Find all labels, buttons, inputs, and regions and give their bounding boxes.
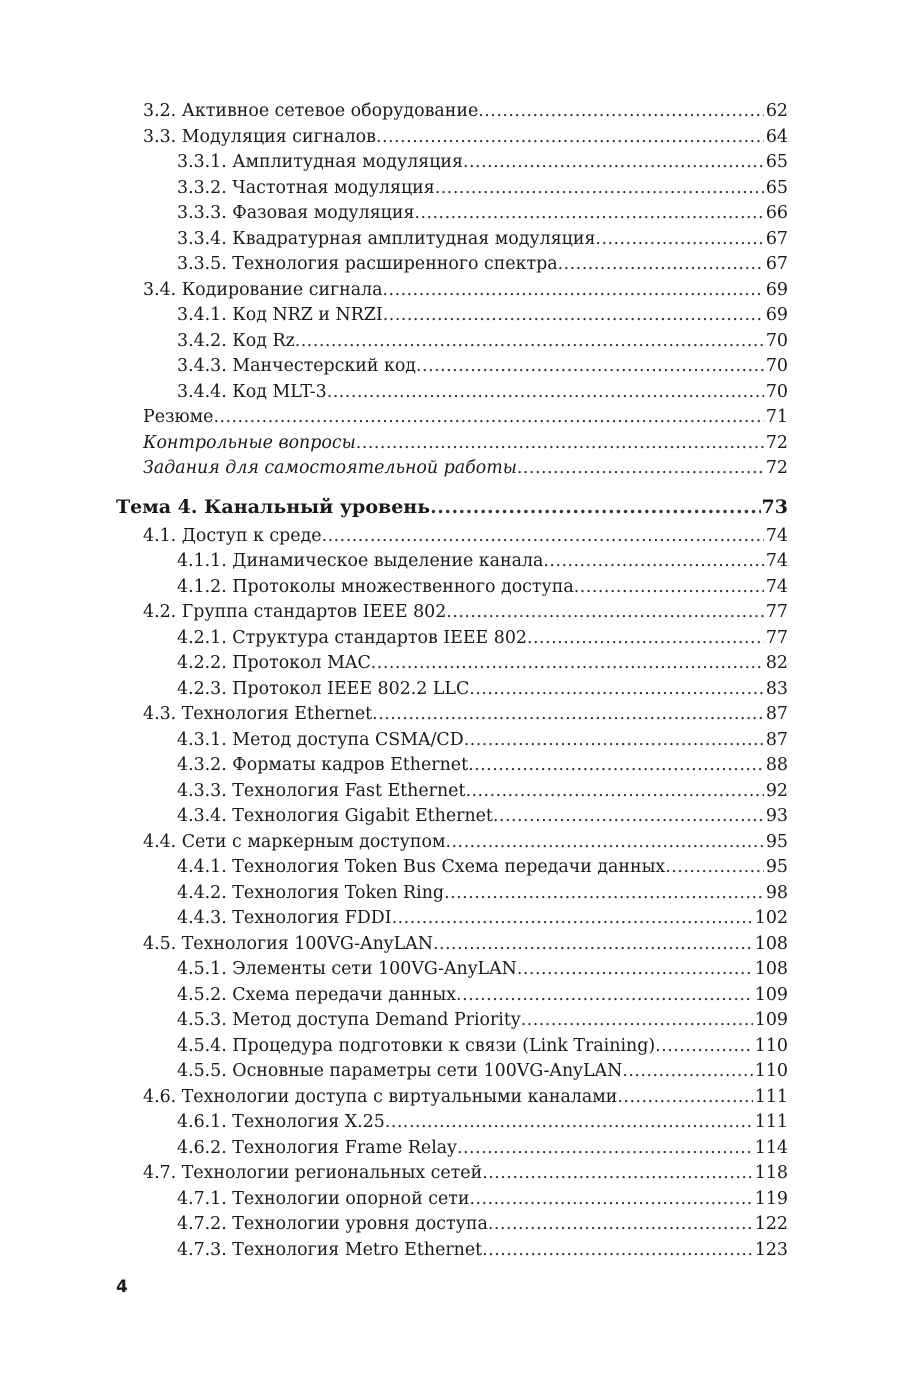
toc-entry[interactable]	[116, 405, 788, 431]
toc-entry[interactable]	[116, 1008, 788, 1034]
toc-entry-title: Задания для самостоятельной работы	[143, 458, 517, 478]
dot-leader	[470, 1187, 753, 1213]
dot-leader	[478, 99, 764, 125]
toc-entry-page: 108	[754, 959, 788, 979]
toc-entry-page: 66	[765, 203, 788, 223]
toc-entry-title: 4.7.3. Технология Metro Ethernet	[177, 1239, 483, 1260]
toc-entry-page: 82	[765, 653, 788, 673]
toc-entry[interactable]	[116, 600, 788, 626]
toc-entry-page: 109	[754, 1010, 788, 1030]
toc-entry-title: 4.5.2. Схема передачи данных	[177, 984, 457, 1005]
toc-entry-page: 74	[765, 551, 788, 571]
toc-entry-title: 4.6. Технологии доступа с виртуальными каналами	[143, 1086, 618, 1107]
toc-entry[interactable]	[116, 1161, 788, 1187]
toc-entry-page: 110	[754, 1061, 788, 1081]
toc-entry-title: 4.4. Сети с маркерным доступом	[143, 831, 446, 852]
toc-entry-title: 3.3.3. Фазовая модуляция	[177, 203, 415, 223]
toc-entry-page: 108	[754, 933, 788, 954]
toc-entry[interactable]	[116, 957, 788, 983]
toc-entry-page: 95	[765, 857, 788, 877]
dot-leader	[574, 575, 764, 601]
dot-leader	[622, 1059, 752, 1085]
toc-entry-page: 70	[765, 381, 788, 402]
toc-entry-page: 111	[754, 1112, 788, 1132]
toc-entry-title: 4.7.2. Технологии уровня доступа	[177, 1214, 488, 1234]
toc-entry-title: 3.3. Модуляция сигналов	[143, 126, 376, 147]
toc-entry-page: 69	[765, 305, 788, 325]
dot-leader	[463, 150, 764, 176]
toc-entry-page: 71	[765, 407, 788, 427]
toc-entry-title: 4.1.2. Протоколы множественного доступа	[177, 576, 574, 597]
dot-leader	[383, 278, 764, 304]
toc-entry[interactable]	[116, 278, 788, 304]
dot-leader	[517, 456, 764, 482]
toc-entry-page: 74	[765, 576, 788, 597]
toc-entry-title: 4.4.1. Технология Token Bus Схема передачи данных	[177, 857, 666, 877]
dot-leader	[465, 779, 763, 805]
toc-entry-title: 3.4.3. Манчестерский код	[177, 356, 417, 376]
toc-entry-title: 4.6.2. Технология Frame Relay	[177, 1137, 457, 1158]
toc-entry-page: 70	[765, 330, 788, 351]
toc-entry[interactable]	[116, 303, 788, 329]
toc-entry[interactable]	[116, 1110, 788, 1136]
toc-entry-title: 4.5.3. Метод доступа Demand Priority	[177, 1010, 521, 1030]
dot-leader	[655, 1034, 753, 1060]
toc-entry-page: 87	[765, 704, 788, 724]
dot-leader	[371, 651, 764, 677]
toc-entry[interactable]	[116, 830, 788, 856]
toc-entry-page: 95	[765, 831, 788, 852]
toc-entry-title: 4.3.1. Метод доступа CSMA/CD	[177, 729, 464, 750]
dot-leader	[488, 1212, 753, 1238]
toc-entry-page: 109	[754, 984, 788, 1005]
toc-entry-page: 72	[765, 432, 788, 453]
dot-leader	[482, 1161, 753, 1187]
toc-entry-title: 4.3. Технология Ethernet	[143, 704, 373, 724]
dot-leader	[416, 354, 764, 380]
toc-entry[interactable]	[116, 651, 788, 677]
toc-entry[interactable]	[116, 1212, 788, 1238]
toc-entry[interactable]	[116, 1238, 788, 1264]
toc-entry-page: 118	[754, 1163, 788, 1183]
toc-entry[interactable]	[116, 702, 788, 728]
toc-entry[interactable]	[116, 524, 788, 550]
toc-entry-page: 92	[765, 780, 788, 801]
toc-entry-page: 67	[765, 254, 788, 274]
dot-leader	[376, 125, 764, 151]
toc-entry-title: 4.4.3. Технология FDDI	[177, 908, 392, 928]
toc-entry-title: 3.2. Активное сетевое оборудование	[143, 101, 479, 121]
dot-leader	[543, 549, 763, 575]
toc-entry-page: 73	[761, 495, 788, 518]
toc-entry-page: 65	[765, 177, 788, 198]
toc-entry-page: 64	[765, 126, 788, 147]
toc-entry[interactable]	[116, 252, 788, 278]
toc-entry[interactable]	[116, 855, 788, 881]
toc-entry-title: 3.3.4. Квадратурная амплитудная модуляция	[177, 228, 596, 249]
dot-leader	[517, 957, 753, 983]
toc-entry[interactable]	[116, 1059, 788, 1085]
toc-entry-title: 4.2.3. Протокол IEEE 802.2 LLC	[177, 678, 470, 699]
toc-entry-title: Тема 4. Канальный уровень	[116, 495, 431, 518]
dot-leader	[435, 176, 764, 202]
page-number: 4	[116, 1277, 128, 1297]
dot-leader	[521, 1008, 753, 1034]
toc-entry-page: 87	[765, 729, 788, 750]
toc-entry-page: 65	[765, 152, 788, 172]
toc-entry-title: Резюме	[143, 407, 214, 427]
toc-entry-page: 119	[754, 1188, 788, 1209]
toc-entry-title: 4.5.4. Процедура подготовки к связи (Link Training)	[177, 1035, 656, 1056]
toc-entry-title: 4.2.2. Протокол MAC	[177, 653, 371, 673]
toc-entry-title: 4.2.1. Структура стандартов IEEE 802	[177, 627, 527, 648]
dot-leader	[469, 677, 764, 703]
toc-entry-title: 4.1.1. Динамическое выделение канала	[177, 551, 544, 571]
toc-entry[interactable]	[116, 549, 788, 575]
toc-entry-title: 4.6.1. Технология X.25	[177, 1112, 385, 1132]
dot-leader	[433, 932, 753, 958]
toc-entry[interactable]	[116, 1136, 788, 1162]
dot-leader	[213, 405, 763, 431]
toc-entry[interactable]	[116, 932, 788, 958]
toc-entry[interactable]	[116, 380, 788, 406]
dot-leader	[558, 252, 764, 278]
dot-leader	[468, 753, 764, 779]
dot-leader	[385, 1110, 753, 1136]
toc-entry[interactable]	[116, 354, 788, 380]
toc-entry-title: 4.4.2. Технология Token Ring	[177, 882, 445, 903]
toc-entry-page: 111	[754, 1086, 788, 1107]
toc-entry[interactable]	[116, 329, 788, 355]
toc-entry-page: 122	[754, 1214, 788, 1234]
toc-topic-heading[interactable]	[116, 490, 788, 524]
toc-entry[interactable]	[116, 728, 788, 754]
toc-entry-title: 4.3.3. Технология Fast Ethernet	[177, 780, 466, 801]
toc-entry-page: 110	[754, 1035, 788, 1056]
dot-leader	[457, 1136, 753, 1162]
toc-entry-page: 93	[765, 806, 788, 826]
toc-entry[interactable]	[116, 575, 788, 601]
toc-entry[interactable]	[116, 626, 788, 652]
table-of-contents	[116, 99, 788, 1263]
dot-leader	[493, 804, 764, 830]
dot-leader	[446, 830, 764, 856]
toc-entry-title: 4.5.1. Элементы сети 100VG-AnyLAN	[177, 959, 517, 979]
dot-leader	[456, 983, 753, 1009]
toc-entry-page: 62	[765, 101, 788, 121]
dot-leader	[327, 380, 764, 406]
toc-entry-title: 4.7.1. Технологии опорной сети	[177, 1188, 470, 1209]
toc-entry[interactable]	[116, 779, 788, 805]
toc-entry[interactable]	[116, 125, 788, 151]
dot-leader	[527, 626, 764, 652]
dot-leader	[383, 303, 764, 329]
toc-entry[interactable]	[116, 150, 788, 176]
toc-entry-title: 3.3.2. Частотная модуляция	[177, 177, 435, 198]
dot-leader	[464, 728, 764, 754]
toc-entry[interactable]	[116, 1187, 788, 1213]
toc-entry-page: 98	[765, 882, 788, 903]
toc-entry-title: 4.3.4. Технология Gigabit Ethernet	[177, 806, 493, 826]
toc-entry-page: 77	[765, 627, 788, 648]
toc-entry-title: 3.3.1. Амплитудная модуляция	[177, 152, 463, 172]
toc-entry-page: 88	[765, 755, 788, 775]
toc-entry-title: 4.5. Технология 100VG-AnyLAN	[143, 933, 433, 954]
toc-entry[interactable]	[116, 906, 788, 932]
toc-entry-page: 83	[765, 678, 788, 699]
dot-leader	[665, 855, 764, 881]
toc-entry-page: 69	[765, 279, 788, 300]
toc-entry-title: 3.4.1. Код NRZ и NRZI	[177, 305, 383, 325]
toc-entry[interactable]	[116, 881, 788, 907]
toc-entry-page: 74	[765, 525, 788, 546]
toc-entry-page: 102	[754, 908, 788, 928]
toc-entry-page: 114	[754, 1137, 788, 1158]
toc-entry[interactable]	[116, 99, 788, 125]
toc-entry[interactable]	[116, 1034, 788, 1060]
toc-entry[interactable]	[116, 983, 788, 1009]
dot-leader	[295, 329, 764, 355]
toc-entry-page: 67	[765, 228, 788, 249]
toc-entry-page: 123	[754, 1239, 788, 1260]
toc-entry-title: 4.3.2. Форматы кадров Ethernet	[177, 755, 469, 775]
dot-leader	[617, 1085, 752, 1111]
dot-leader	[595, 227, 763, 253]
toc-entry[interactable]	[116, 431, 788, 457]
dot-leader	[392, 906, 753, 932]
dot-leader	[414, 201, 763, 227]
dot-leader	[322, 524, 764, 550]
toc-entry[interactable]	[116, 227, 788, 253]
toc-entry-page: 70	[765, 356, 788, 376]
toc-entry-title: 3.3.5. Технология расширенного спектра	[177, 254, 558, 274]
dot-leader	[356, 431, 764, 457]
toc-entry[interactable]	[116, 677, 788, 703]
toc-entry[interactable]	[116, 456, 788, 482]
dot-leader	[446, 600, 764, 626]
toc-entry-title: 3.4.2. Код Rz	[177, 330, 295, 351]
dot-leader	[444, 881, 764, 907]
toc-entry-title: 4.5.5. Основные параметры сети 100VG-AnyLAN	[177, 1061, 623, 1081]
toc-entry[interactable]	[116, 1085, 788, 1111]
toc-entry[interactable]	[116, 753, 788, 779]
dot-leader	[430, 490, 760, 524]
toc-entry-title: 4.1. Доступ к среде	[143, 525, 322, 546]
toc-entry[interactable]	[116, 201, 788, 227]
toc-entry-title: 3.4.4. Код MLT-3	[177, 381, 327, 402]
toc-entry[interactable]	[116, 804, 788, 830]
toc-entry-title: 3.4. Кодирование сигнала	[143, 279, 383, 300]
toc-entry-title: Контрольные вопросы	[143, 432, 356, 453]
dot-leader	[372, 702, 764, 728]
toc-entry-page: 72	[765, 458, 788, 478]
toc-entry[interactable]	[116, 176, 788, 202]
toc-entry-page: 77	[765, 602, 788, 622]
toc-entry-title: 4.7. Технологии региональных сетей	[143, 1163, 483, 1183]
toc-entry-title: 4.2. Группа стандартов IEEE 802	[143, 602, 447, 622]
dot-leader	[482, 1238, 753, 1264]
